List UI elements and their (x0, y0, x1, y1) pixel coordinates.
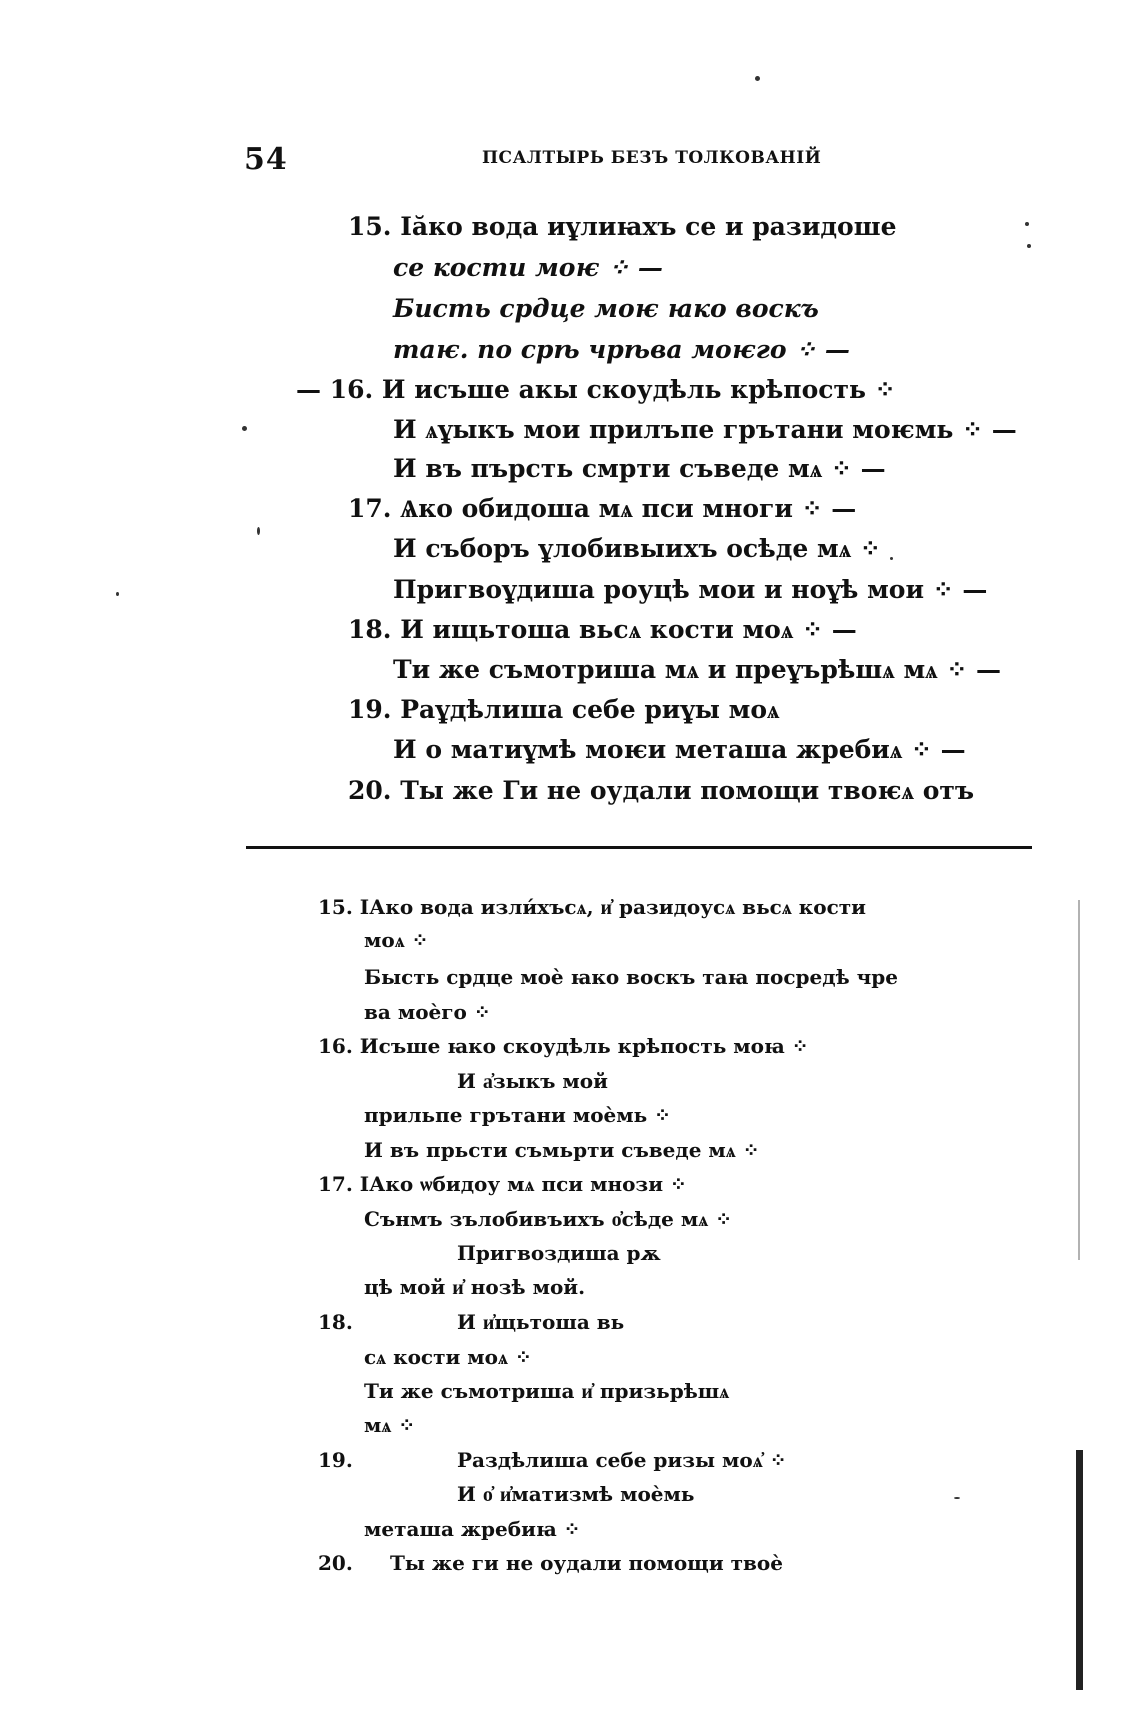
text-line: И въ пърсть смрти съведе мѧ ⁘ — (393, 454, 886, 483)
verse-number: 18. (318, 1310, 353, 1334)
text-line: 16. Исъше ꙗко скоудѣль крѣпость моꙗ ⁘ (318, 1034, 809, 1058)
text-line: Пригвоұдиша роуцѣ мои и ноұѣ мои ⁘ — (393, 575, 988, 604)
text-line: Пригвоздиша рѫ (457, 1241, 661, 1265)
text-line: 17. ІАко ѡбидоу мѧ пси мнози ⁘ (318, 1172, 687, 1196)
text-line: Ти же съмотриша мѧ и преұърѣшѧ мѧ ⁘ — (393, 655, 1002, 684)
verse-number: 20. (318, 1551, 353, 1575)
text-line: сѧ кости моѧ ⁘ (364, 1345, 532, 1369)
text-line: 18. И ищьтоша вьсѧ кости моѧ ⁘ — (348, 615, 857, 644)
scan-speck (755, 76, 760, 81)
text-line: Бысть срдце моѐ ꙗко воскъ таꙗ посредѣ чре (364, 965, 898, 989)
text-line: И ѧұыкъ мои прилъпе грътани моѥмь ⁘ — (393, 415, 1017, 444)
text-line: — 16. И исъше акы скоудѣль крѣпость ⁘ (296, 375, 896, 404)
scan-speck (1025, 222, 1029, 226)
text-line: И о матиұмѣ моѥи меташа жребиѧ ⁘ — (393, 735, 966, 764)
text-line: И а҆зыкъ мой (457, 1069, 608, 1093)
text-line: цѣ мой и҆ нозѣ мой. (364, 1275, 586, 1299)
page-edge-shadow (1076, 1450, 1083, 1690)
text-line: И съборъ ұлобивыихъ осѣде мѧ ⁘ (393, 534, 881, 563)
text-line: 17. Ѧко обидоша мѧ пси многи ⁘ — (348, 494, 857, 523)
text-line: се кости моѥ ⁘ — (393, 253, 663, 282)
scan-speck (954, 1497, 960, 1499)
text-line: Ти же съмотриша и҆ призьрѣшѧ (364, 1379, 730, 1403)
scan-speck (1027, 244, 1031, 248)
text-line: мѧ ⁘ (364, 1413, 416, 1437)
text-line: моѧ ⁘ (364, 928, 429, 952)
text-line: 20. Ты же Ги не оудали помощи твоѥѧ отъ (348, 776, 975, 805)
text-line: Раздѣлиша себе ризы моѧ҆ ⁘ (457, 1448, 787, 1472)
text-line: прильпе грътани моѐмь ⁘ (364, 1103, 671, 1127)
text-line: 15. ІАко вода изли́хъсѧ, и҆ разидоусѧ вьсѧ кости (318, 895, 866, 919)
text-line: Сънмъ зълобивъихъ о҆сѣде мѧ ⁘ (364, 1207, 732, 1231)
scan-speck (242, 426, 247, 431)
text-line: ва моѐго ⁘ (364, 1000, 491, 1024)
text-line: И въ прьсти съмьрти съведе мѧ ⁘ (364, 1138, 760, 1162)
text-line: 19. Раұдѣлиша себе риұы моѧ (348, 695, 780, 724)
page-header (0, 142, 1140, 177)
section-divider (246, 846, 1032, 849)
scan-speck (257, 527, 260, 535)
page-edge-shadow (1078, 900, 1080, 1260)
text-line: 15. Ӏӑко вода иұлиꙗхъ се и разидоше (348, 212, 897, 241)
verse-number: 19. (318, 1448, 353, 1472)
text-line: И и҆щьтоша вь (457, 1310, 625, 1334)
page-number: 54 (244, 142, 288, 177)
text-line: Бисть срдце моѥ ꙗко воскъ (393, 294, 819, 323)
text-line: таѥ. по срѣ чрѣва моѥго ⁘ — (393, 335, 850, 364)
running-head: ПСАЛТЫРЬ БЕЗЪ ТОЛКОВАНІЙ (482, 148, 822, 168)
text-line: И о҆ и҆матизмѣ моѐмь (457, 1482, 695, 1506)
scan-speck (116, 592, 119, 596)
text-line: Ты же ги не оудали помощи твоѐ (390, 1551, 783, 1575)
text-line: меташа жребиꙗ ⁘ (364, 1517, 581, 1541)
scan-speck (890, 557, 893, 560)
